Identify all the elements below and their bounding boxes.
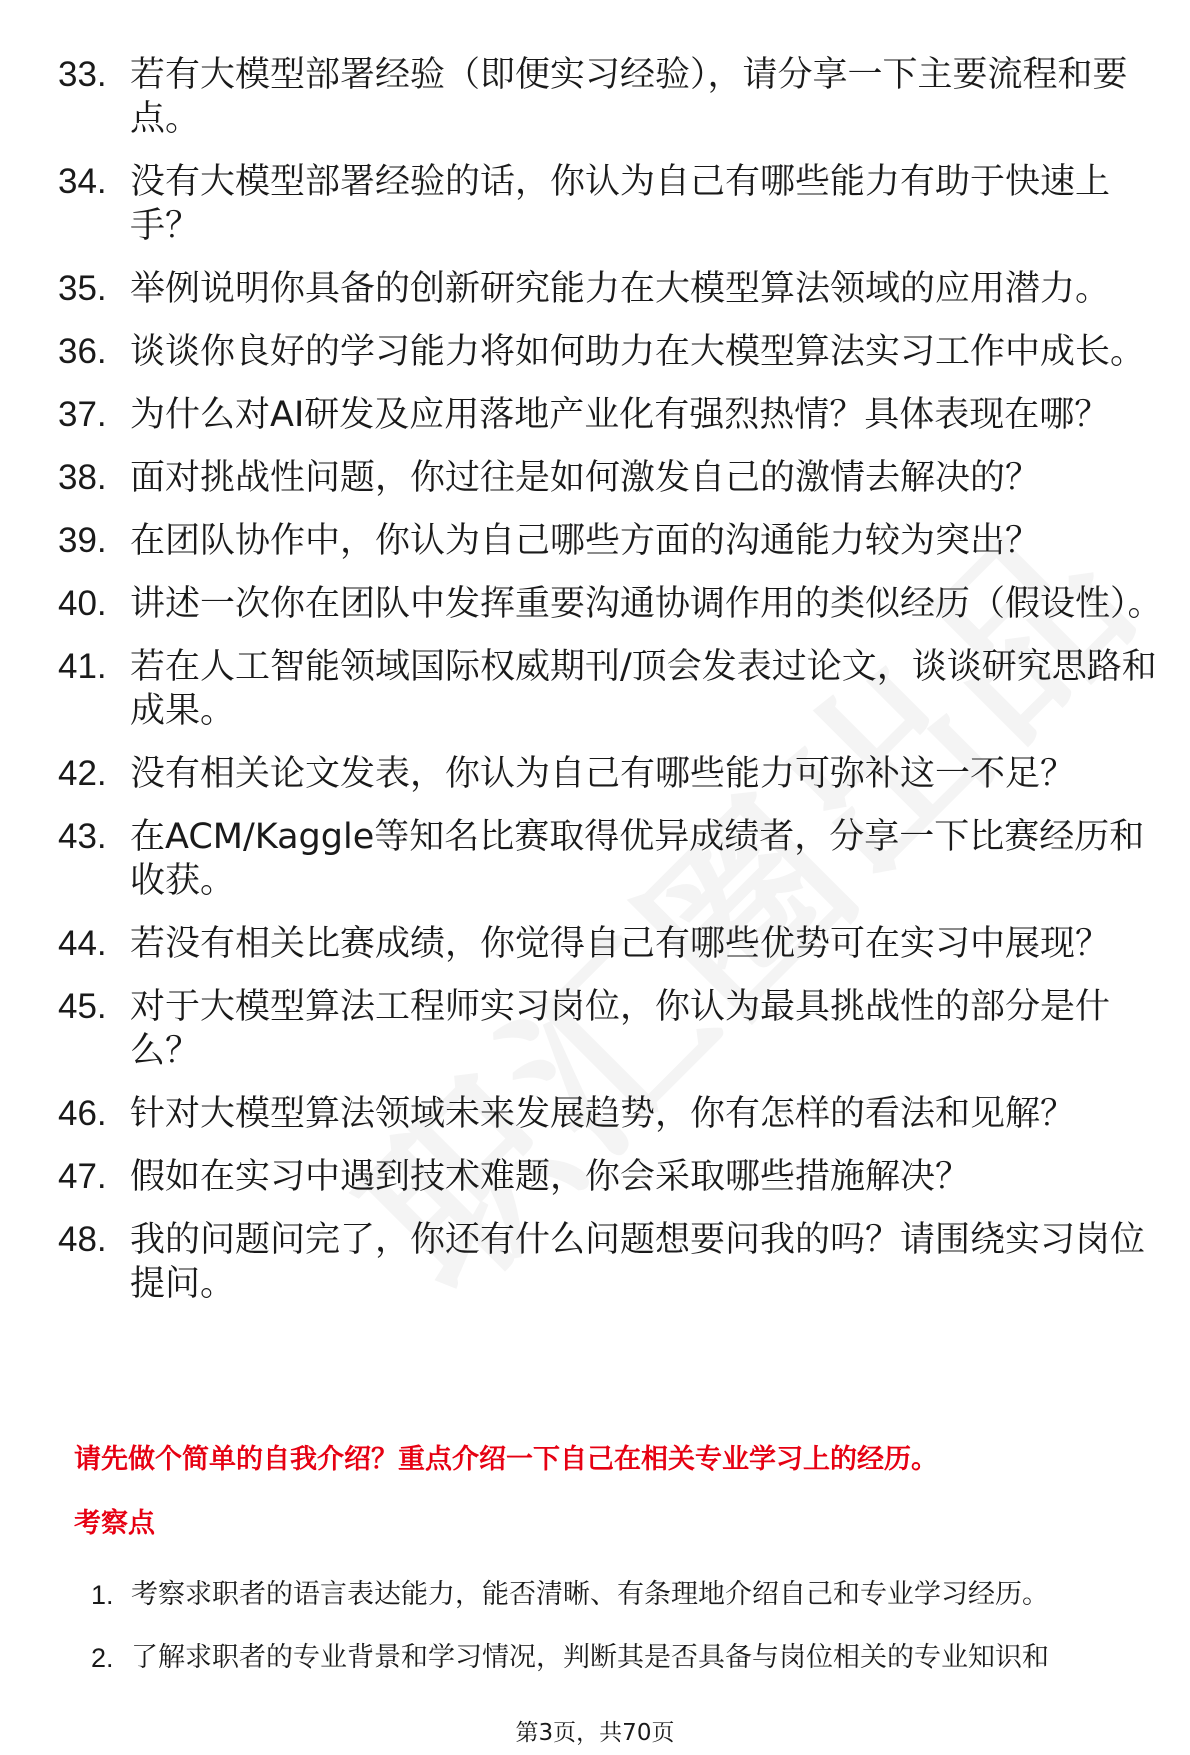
list-item xyxy=(0,985,1190,1073)
item-text: 在团队协作中，你认为自己哪些方面的沟通能力较为突出？ xyxy=(130,521,1041,561)
list-item xyxy=(0,53,1190,141)
item-text: 对于大模型算法工程师实习岗位，你认为最具挑战性的部分是什么？ xyxy=(130,987,1111,1071)
question-list xyxy=(0,53,1190,1325)
item-text: 若在人工智能领域国际权威期刊/顶会发表过论文，谈谈研究思路和成果。 xyxy=(130,647,1157,731)
list-item xyxy=(0,330,1190,374)
list-item xyxy=(0,393,1190,437)
item-text: 了解求职者的专业背景和学习情况，判断其是否具备与岗位相关的专业知识和 xyxy=(131,1642,1049,1673)
list-item xyxy=(0,1218,1190,1306)
section-subheading: 考察点 xyxy=(74,1508,155,1539)
item-number: 42. xyxy=(58,754,107,793)
item-text: 没有相关论文发表，你认为自己有哪些能力可弥补这一不足？ xyxy=(130,754,1076,794)
item-number: 36. xyxy=(58,332,107,371)
item-text: 考察求职者的语言表达能力，能否清晰、有条理地介绍自己和专业学习经历。 xyxy=(131,1579,1049,1610)
item-text: 若没有相关比赛成绩，你觉得自己有哪些优势可在实习中展现？ xyxy=(130,924,1111,964)
list-item xyxy=(0,1092,1190,1136)
item-number: 33. xyxy=(58,55,107,94)
item-number: 43. xyxy=(58,817,107,856)
item-text: 没有大模型部署经验的话，你认为自己有哪些能力有助于快速上手？ xyxy=(130,162,1111,246)
item-number: 48. xyxy=(58,1220,107,1259)
item-number: 37. xyxy=(58,395,107,434)
item-text: 举例说明你具备的创新研究能力在大模型算法领域的应用潜力。 xyxy=(130,269,1111,309)
item-number: 38. xyxy=(58,458,107,497)
item-text: 若有大模型部署经验（即便实习经验），请分享一下主要流程和要点。 xyxy=(130,55,1128,139)
point-list xyxy=(0,1575,1190,1701)
item-number: 34. xyxy=(58,162,107,201)
item-text: 在ACM/Kaggle等知名比赛取得优异成绩者，分享一下比赛经历和收获。 xyxy=(130,817,1145,901)
item-text: 针对大模型算法领域未来发展趋势，你有怎样的看法和见解？ xyxy=(130,1094,1076,1134)
list-item xyxy=(0,160,1190,248)
item-number: 41. xyxy=(58,647,107,686)
list-item xyxy=(0,267,1190,311)
list-item xyxy=(0,456,1190,500)
item-number: 1. xyxy=(91,1580,114,1610)
item-text: 谈谈你良好的学习能力将如何助力在大模型算法实习工作中成长。 xyxy=(130,332,1146,372)
item-text: 假如在实习中遇到技术难题，你会采取哪些措施解决？ xyxy=(130,1157,971,1197)
item-number: 47. xyxy=(58,1157,107,1196)
list-item xyxy=(0,1575,1190,1615)
list-item xyxy=(0,645,1190,733)
item-text: 讲述一次你在团队中发挥重要沟通协调作用的类似经历（假设性）。 xyxy=(130,584,1163,624)
item-text: 为什么对AI研发及应用落地产业化有强烈热情？具体表现在哪？ xyxy=(130,395,1110,435)
item-number: 2. xyxy=(91,1643,114,1673)
item-number: 44. xyxy=(58,924,107,963)
item-number: 45. xyxy=(58,987,107,1026)
item-number: 39. xyxy=(58,521,107,560)
item-number: 40. xyxy=(58,584,107,623)
page-footer: 第3页，共70页 xyxy=(515,1720,675,1746)
list-item xyxy=(0,752,1190,796)
item-number: 46. xyxy=(58,1094,107,1133)
item-text: 面对挑战性问题，你过往是如何激发自己的激情去解决的？ xyxy=(130,458,1041,498)
list-item xyxy=(0,519,1190,563)
list-item xyxy=(0,815,1190,903)
list-item xyxy=(0,1155,1190,1199)
list-item xyxy=(0,582,1190,626)
item-number: 35. xyxy=(58,269,107,308)
section-heading: 请先做个简单的自我介绍？重点介绍一下自己在相关专业学习上的经历。 xyxy=(74,1444,938,1475)
item-text: 我的问题问完了，你还有什么问题想要问我的吗？请围绕实习岗位提问。 xyxy=(130,1220,1146,1304)
list-item xyxy=(0,922,1190,966)
list-item xyxy=(0,1638,1190,1678)
